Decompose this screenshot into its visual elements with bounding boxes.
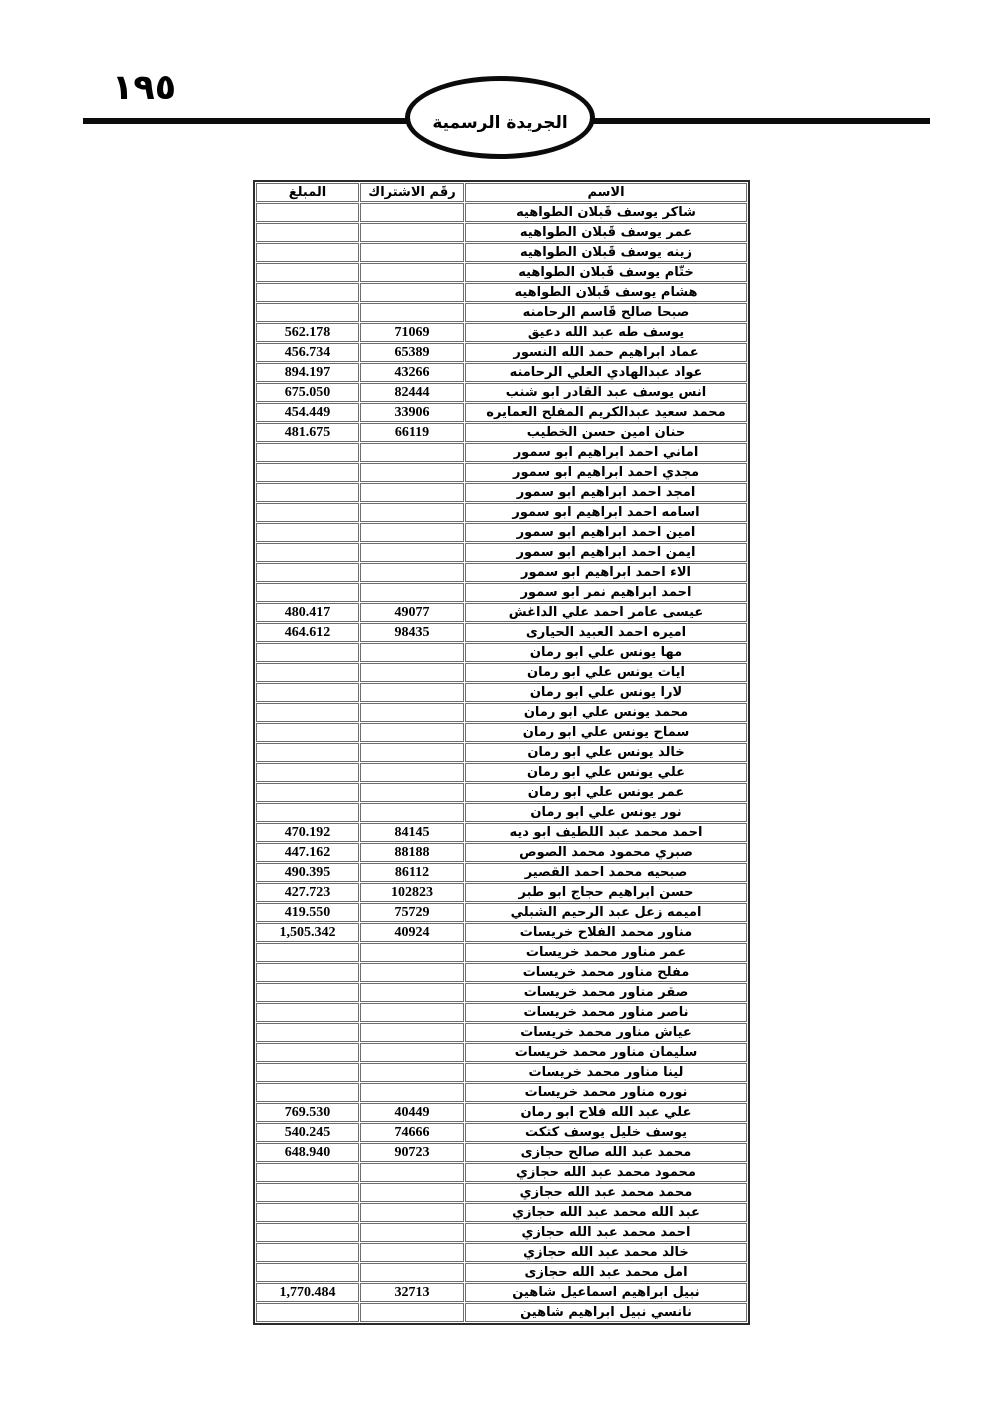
subscription-no-cell — [360, 983, 464, 1002]
subscription-no-cell — [360, 443, 464, 462]
amount-cell: 562.178 — [256, 323, 359, 342]
subscription-no-cell — [360, 723, 464, 742]
subscription-no-cell — [360, 1243, 464, 1262]
amount-cell: 470.192 — [256, 823, 359, 842]
name-cell: نانسي نبيل ابراهيم شاهين — [465, 1303, 747, 1322]
name-cell: سماح يونس علي ابو رمان — [465, 723, 747, 742]
amount-cell: 480.417 — [256, 603, 359, 622]
name-cell: صبحا صالح قَاسم الرحامنه — [465, 303, 747, 322]
subscription-no-cell: 33906 — [360, 403, 464, 422]
column-header-name: الاسم — [465, 183, 747, 202]
amount-cell — [256, 563, 359, 582]
table-row — [256, 1263, 747, 1282]
amount-cell — [256, 1003, 359, 1022]
name-cell: لينا مناور محمد خريسات — [465, 1063, 747, 1082]
table-row — [256, 623, 747, 642]
amount-cell: 454.449 — [256, 403, 359, 422]
name-cell: محمد سعيد عبدالكريم المفلح العمايره — [465, 403, 747, 422]
amount-cell: 675.050 — [256, 383, 359, 402]
name-cell: ايات يونس علي ابو رمان — [465, 663, 747, 682]
table-row — [256, 963, 747, 982]
table-row — [256, 1223, 747, 1242]
subscription-no-cell — [360, 223, 464, 242]
table-row — [256, 1123, 747, 1142]
subscription-no-cell: 98435 — [360, 623, 464, 642]
subscription-no-cell — [360, 763, 464, 782]
subscription-no-cell: 82444 — [360, 383, 464, 402]
subscribers-table — [253, 180, 750, 1325]
table-row — [256, 303, 747, 322]
name-cell: عياش مناور محمد خريسات — [465, 1023, 747, 1042]
name-cell: نور يونس علي ابو رمان — [465, 803, 747, 822]
name-cell: احمد محمد عبد الله حجازي — [465, 1223, 747, 1242]
name-cell: محمود محمد عبد الله حجازي — [465, 1163, 747, 1182]
table-row — [256, 243, 747, 262]
subscription-no-cell: 71069 — [360, 323, 464, 342]
amount-cell — [256, 1063, 359, 1082]
table-row — [256, 843, 747, 862]
name-cell: اميره احمد العبيد الحيارى — [465, 623, 747, 642]
subscription-no-cell — [360, 483, 464, 502]
subscription-no-cell: 43266 — [360, 363, 464, 382]
subscription-no-cell — [360, 963, 464, 982]
table-row — [256, 1303, 747, 1322]
table-row — [256, 1023, 747, 1042]
table-row — [256, 1063, 747, 1082]
amount-cell: 447.162 — [256, 843, 359, 862]
name-cell: ايمن احمد ابراهيم ابو سمور — [465, 543, 747, 562]
table-row — [256, 1083, 747, 1102]
subscription-no-cell — [360, 263, 464, 282]
name-cell: مجدي احمد ابراهيم ابو سمور — [465, 463, 747, 482]
name-cell: اماني احمد ابراهيم ابو سمور — [465, 443, 747, 462]
table-row — [256, 403, 747, 422]
subscription-no-cell — [360, 1003, 464, 1022]
amount-cell — [256, 783, 359, 802]
table-row — [256, 1243, 747, 1262]
amount-cell: 894.197 — [256, 363, 359, 382]
table-row — [256, 983, 747, 1002]
table-row — [256, 563, 747, 582]
subscription-no-cell: 86112 — [360, 863, 464, 882]
amount-cell — [256, 763, 359, 782]
subscription-no-cell: 66119 — [360, 423, 464, 442]
subscription-no-cell: 40924 — [360, 923, 464, 942]
subscription-no-cell: 74666 — [360, 1123, 464, 1142]
subscribers-table-body — [256, 203, 747, 1322]
table-row — [256, 723, 747, 742]
table-row — [256, 603, 747, 622]
name-cell: هشام يوسف قَبلان الطواهيه — [465, 283, 747, 302]
column-header-subscription-no: رقَم الاشتراك — [360, 183, 464, 202]
amount-cell — [256, 1223, 359, 1242]
table-row — [256, 763, 747, 782]
name-cell: شاكر يوسف قَبلان الطواهيه — [465, 203, 747, 222]
amount-cell — [256, 543, 359, 562]
subscription-no-cell — [360, 1303, 464, 1322]
table-row — [256, 1283, 747, 1302]
name-cell: علي عبد الله فلاح ابو رمان — [465, 1103, 747, 1122]
table-row — [256, 423, 747, 442]
name-cell: اسامه احمد ابراهيم ابو سمور — [465, 503, 747, 522]
table-row — [256, 743, 747, 762]
amount-cell: 769.530 — [256, 1103, 359, 1122]
subscription-no-cell — [360, 463, 464, 482]
subscription-no-cell: 102823 — [360, 883, 464, 902]
table-row — [256, 463, 747, 482]
subscription-no-cell: 65389 — [360, 343, 464, 362]
amount-cell — [256, 583, 359, 602]
amount-cell: 1,770.484 — [256, 1283, 359, 1302]
table-row — [256, 703, 747, 722]
page-number: ١٩٥ — [112, 68, 177, 108]
amount-cell: 456.734 — [256, 343, 359, 362]
subscription-no-cell: 49077 — [360, 603, 464, 622]
amount-cell — [256, 943, 359, 962]
table-row — [256, 283, 747, 302]
amount-cell — [256, 1083, 359, 1102]
amount-cell — [256, 523, 359, 542]
subscription-no-cell — [360, 243, 464, 262]
amount-cell — [256, 743, 359, 762]
subscription-no-cell — [360, 683, 464, 702]
name-cell: مها يونس علي ابو رمان — [465, 643, 747, 662]
amount-cell: 490.395 — [256, 863, 359, 882]
subscription-no-cell — [360, 643, 464, 662]
name-cell: امل محمد عبد الله حجازى — [465, 1263, 747, 1282]
amount-cell: 464.612 — [256, 623, 359, 642]
amount-cell — [256, 1183, 359, 1202]
table-row — [256, 263, 747, 282]
name-cell: انس يوسف عبد القادر ابو شنب — [465, 383, 747, 402]
amount-cell — [256, 663, 359, 682]
subscription-no-cell — [360, 1163, 464, 1182]
name-cell: خالد محمد عبد الله حجازي — [465, 1243, 747, 1262]
amount-cell — [256, 1043, 359, 1062]
name-cell: نبيل ابراهيم اسماعيل شاهين — [465, 1283, 747, 1302]
table-row — [256, 1183, 747, 1202]
table-row — [256, 523, 747, 542]
table-row — [256, 923, 747, 942]
name-cell: صقر مناور محمد خريسات — [465, 983, 747, 1002]
amount-cell — [256, 283, 359, 302]
amount-cell — [256, 703, 359, 722]
amount-cell — [256, 1303, 359, 1322]
name-cell: نوره مناور محمد خريسات — [465, 1083, 747, 1102]
name-cell: محمد محمد عبد الله حجازي — [465, 1183, 747, 1202]
subscription-no-cell: 32713 — [360, 1283, 464, 1302]
subscription-no-cell — [360, 1203, 464, 1222]
column-header-amount: المبلغ — [256, 183, 359, 202]
amount-cell — [256, 223, 359, 242]
table-row — [256, 363, 747, 382]
amount-cell — [256, 963, 359, 982]
amount-cell: 1,505.342 — [256, 923, 359, 942]
amount-cell: 481.675 — [256, 423, 359, 442]
amount-cell — [256, 643, 359, 662]
name-cell: لارا يونس علي ابو رمان — [465, 683, 747, 702]
table-row — [256, 1203, 747, 1222]
subscription-no-cell — [360, 523, 464, 542]
name-cell: الاء احمد ابراهيم ابو سمور — [465, 563, 747, 582]
table-row — [256, 383, 747, 402]
amount-cell — [256, 683, 359, 702]
name-cell: امين احمد ابراهيم ابو سمور — [465, 523, 747, 542]
subscription-no-cell: 40449 — [360, 1103, 464, 1122]
name-cell: عمر يونس علي ابو رمان — [465, 783, 747, 802]
table-row — [256, 943, 747, 962]
table-row — [256, 1103, 747, 1122]
amount-cell — [256, 983, 359, 1002]
amount-cell: 419.550 — [256, 903, 359, 922]
subscription-no-cell — [360, 1083, 464, 1102]
subscription-no-cell: 75729 — [360, 903, 464, 922]
subscription-no-cell — [360, 1263, 464, 1282]
name-cell: حنان امين حسن الخطيب — [465, 423, 747, 442]
subscription-no-cell — [360, 743, 464, 762]
name-cell: محمد عبد الله صالح حجازى — [465, 1143, 747, 1162]
table-row — [256, 903, 747, 922]
gazette-banner-title: الجريدة الرسمية — [432, 112, 568, 133]
table-row — [256, 223, 747, 242]
name-cell: زينه يوسف قَبلان الطواهيه — [465, 243, 747, 262]
name-cell: عماد ابراهيم حمد الله النسور — [465, 343, 747, 362]
name-cell: ختّام يوسف قَبلان الطواهيه — [465, 263, 747, 282]
amount-cell — [256, 303, 359, 322]
amount-cell — [256, 1263, 359, 1282]
table-row — [256, 1043, 747, 1062]
table-row — [256, 543, 747, 562]
subscription-no-cell: 88188 — [360, 843, 464, 862]
amount-cell — [256, 243, 359, 262]
subscription-no-cell — [360, 503, 464, 522]
table-row — [256, 823, 747, 842]
table-row — [256, 503, 747, 522]
name-cell: صبحيه محمد احمد القصير — [465, 863, 747, 882]
subscription-no-cell — [360, 783, 464, 802]
name-cell: مفلح مناور محمد خريسات — [465, 963, 747, 982]
subscription-no-cell — [360, 1063, 464, 1082]
subscription-no-cell — [360, 703, 464, 722]
table-row — [256, 583, 747, 602]
name-cell: ناصر مناور محمد خريسات — [465, 1003, 747, 1022]
name-cell: عمر مناور محمد خريسات — [465, 943, 747, 962]
table-row — [256, 483, 747, 502]
amount-cell — [256, 803, 359, 822]
amount-cell — [256, 723, 359, 742]
table-row — [256, 683, 747, 702]
name-cell: عواد عبدالهادي العلي الرحامنه — [465, 363, 747, 382]
table-row — [256, 1143, 747, 1162]
subscription-no-cell: 84145 — [360, 823, 464, 842]
table-row — [256, 883, 747, 902]
table-row — [256, 1163, 747, 1182]
subscription-no-cell — [360, 283, 464, 302]
name-cell: يوسف خليل يوسف كتكت — [465, 1123, 747, 1142]
name-cell: عبد الله محمد عبد الله حجازي — [465, 1203, 747, 1222]
subscription-no-cell — [360, 563, 464, 582]
subscription-no-cell — [360, 303, 464, 322]
subscription-no-cell — [360, 203, 464, 222]
name-cell: خالد يونس علي ابو رمان — [465, 743, 747, 762]
subscription-no-cell — [360, 1223, 464, 1242]
subscription-no-cell — [360, 663, 464, 682]
table-row — [256, 803, 747, 822]
subscription-no-cell — [360, 543, 464, 562]
table-header-row — [256, 183, 747, 202]
subscription-no-cell — [360, 1043, 464, 1062]
name-cell: عمر يوسف قَبلان الطواهيه — [465, 223, 747, 242]
name-cell: حسن ابراهيم حجاج ابو طبر — [465, 883, 747, 902]
amount-cell — [256, 1023, 359, 1042]
amount-cell — [256, 203, 359, 222]
table-row — [256, 663, 747, 682]
name-cell: صبري محمود محمد الصوص — [465, 843, 747, 862]
subscription-no-cell — [360, 1183, 464, 1202]
amount-cell — [256, 443, 359, 462]
amount-cell — [256, 463, 359, 482]
table-row — [256, 203, 747, 222]
amount-cell — [256, 263, 359, 282]
name-cell: اميمه زعل عبد الرحيم الشبلي — [465, 903, 747, 922]
table-row — [256, 783, 747, 802]
subscription-no-cell — [360, 1023, 464, 1042]
subscription-no-cell: 90723 — [360, 1143, 464, 1162]
name-cell: علي يونس علي ابو رمان — [465, 763, 747, 782]
subscription-no-cell — [360, 583, 464, 602]
table-row — [256, 443, 747, 462]
name-cell: احمد ابراهيم نمر ابو سمور — [465, 583, 747, 602]
amount-cell: 540.245 — [256, 1123, 359, 1142]
table-row — [256, 343, 747, 362]
amount-cell — [256, 483, 359, 502]
name-cell: احمد محمد عبد اللطيف ابو ديه — [465, 823, 747, 842]
name-cell: مناور محمد الفلاح خريسات — [465, 923, 747, 942]
gazette-banner-ellipse — [405, 76, 595, 159]
table-row — [256, 323, 747, 342]
amount-cell: 427.723 — [256, 883, 359, 902]
amount-cell — [256, 1203, 359, 1222]
name-cell: امجد احمد ابراهيم ابو سمور — [465, 483, 747, 502]
subscription-no-cell — [360, 803, 464, 822]
name-cell: يوسف طه عبد الله دعيق — [465, 323, 747, 342]
subscription-no-cell — [360, 943, 464, 962]
name-cell: سليمان مناور محمد خريسات — [465, 1043, 747, 1062]
amount-cell — [256, 1163, 359, 1182]
table-row — [256, 863, 747, 882]
amount-cell — [256, 503, 359, 522]
amount-cell — [256, 1243, 359, 1262]
table-row — [256, 643, 747, 662]
name-cell: عيسى عامر احمد علي الداغش — [465, 603, 747, 622]
table-row — [256, 1003, 747, 1022]
name-cell: محمد يونس علي ابو رمان — [465, 703, 747, 722]
amount-cell: 648.940 — [256, 1143, 359, 1162]
